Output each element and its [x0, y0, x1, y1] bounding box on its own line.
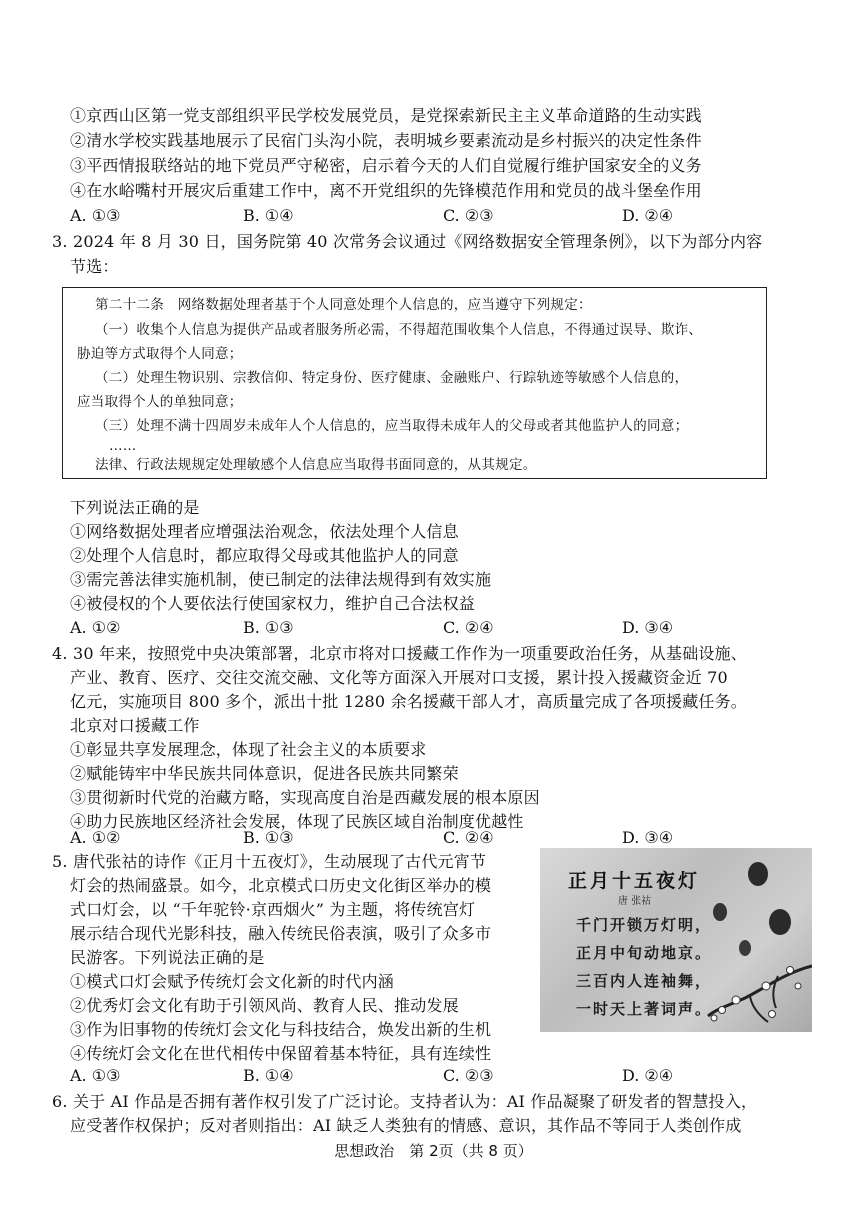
- poem-author: 唐 张祜: [618, 896, 652, 907]
- lantern-icon: [769, 909, 791, 935]
- q5-stem-line-2: 灯会的热闹盛景。如今，北京模式口历史文化街区举办的模: [70, 876, 492, 895]
- q5-stem-line-3: 式口灯会，以 “千年驼铃·京西烟火” 为主题，将传统宫灯: [70, 900, 476, 919]
- q3-box-line: 胁迫等方式取得个人同意；: [77, 346, 243, 362]
- q3-option-c: C. ②④: [443, 618, 494, 637]
- q4-stem-line-1: 4. 30 年来，按照党中央决策部署，北京市将对口援藏工作作为一项重要政治任务，从基础设施、: [52, 644, 747, 663]
- poem-line-4: 一时天上著词声。: [576, 1000, 713, 1018]
- q4-item-3: ③贯彻新时代党的治藏方略，实现高度自治是西藏发展的根本原因: [70, 788, 540, 807]
- lantern-icon: [713, 903, 727, 921]
- q3-box-line: （一）收集个人信息为提供产品或者服务所必需，不得超范围收集个人信息，不得通过误导、欺诈、: [95, 322, 703, 338]
- q3-box-line: （三）处理不满十四周岁未成年人个人信息的，应当取得未成年人的父母或者其他监护人的同意；: [95, 418, 689, 434]
- poem-line-2: 正月中旬动地京。: [576, 944, 713, 962]
- poem-line-1: 千门开锁万灯明，: [576, 916, 713, 934]
- q2-options: [70, 204, 790, 228]
- q3-box-ellipsis: ……: [109, 438, 137, 454]
- blossom-icon: [787, 967, 794, 974]
- q3-stem-line-1: 3. 2024 年 8 月 30 日，国务院第 40 次常务会议通过《网络数据安全管理条例》，以下为部分内容: [52, 232, 763, 251]
- q3-option-b: B. ①③: [243, 618, 294, 637]
- q2-item-2: ②清水学校实践基地展示了民宿门头沟小院，表明城乡要素流动是乡村振兴的决定性条件: [70, 131, 702, 150]
- page-footer: 思想政治 第 2页（共 8 页）: [334, 1142, 533, 1160]
- lantern-icon: [748, 862, 768, 886]
- poem-title: 正月十五夜灯: [568, 870, 701, 892]
- q4-option-c: C. ②④: [443, 828, 494, 847]
- q3-option-d: D. ③④: [622, 618, 674, 637]
- blossom-icon: [732, 996, 740, 1004]
- q5-option-b: B. ①④: [243, 1066, 294, 1085]
- blossom-icon: [762, 982, 770, 990]
- q4-options: [70, 826, 790, 850]
- q5-option-c: C. ②③: [443, 1066, 494, 1085]
- q2-item-3: ③平西情报联络站的地下党员严守秘密，启示着今天的人们自觉履行维护国家安全的义务: [70, 156, 702, 175]
- q3-item-2: ②处理个人信息时，都应取得父母或其他监护人的同意: [70, 546, 459, 565]
- q5-stem-line-1: 5. 唐代张祜的诗作《正月十五夜灯》，生动展现了古代元宵节: [52, 852, 487, 871]
- q5-item-2: ②优秀灯会文化有助于引领风尚、教育人民、推动发展: [70, 996, 459, 1015]
- q3-question: 下列说法正确的是: [70, 498, 200, 517]
- q5-item-4: ④传统灯会文化在世代相传中保留着基本特征，具有连续性: [70, 1044, 492, 1063]
- q5-option-d: D. ②④: [622, 1066, 674, 1085]
- q2-option-c: C. ②③: [443, 206, 494, 225]
- q3-box-line: 法律、行政法规规定处理敏感个人信息应当取得书面同意的，从其规定。: [95, 457, 537, 473]
- q2-option-d: D. ②④: [622, 206, 674, 225]
- q5-options: [70, 1064, 790, 1088]
- q4-option-b: B. ①③: [243, 828, 294, 847]
- q3-item-4: ④被侵权的个人要依法行使国家权力，维护自己合法权益: [70, 594, 476, 613]
- q5-option-a: A. ①③: [70, 1066, 121, 1085]
- q2-item-1: ①京西山区第一党支部组织平民学校发展党员，是党探索新民主主义革命道路的生动实践: [70, 106, 702, 125]
- q3-options: [70, 616, 790, 640]
- q6-stem-line-1: 6. 关于 AI 作品是否拥有著作权引发了广泛讨论。支持者认为：AI 作品凝聚了研发者的智慧投入，: [52, 1092, 758, 1111]
- q3-option-a: A. ①②: [70, 618, 121, 637]
- blossom-icon: [719, 1007, 726, 1014]
- q3-excerpt-box: [62, 287, 767, 479]
- q5-item-1: ①模式口灯会赋予传统灯会文化新的时代内涵: [70, 972, 395, 991]
- q2-item-4: ④在水峪嘴村开展灾后重建工作中，离不开党组织的先锋模范作用和党员的战斗堡垒作用: [70, 181, 702, 200]
- q4-stem-line-3: 亿元，实施项目 800 多个，派出十批 1280 余名援藏干部人才，高质量完成了各项援藏任务。: [70, 692, 748, 711]
- q4-item-4: ④助力民族地区经济社会发展，体现了民族区域自治制度优越性: [70, 812, 524, 831]
- poem-illustration: [540, 848, 812, 1032]
- q4-item-2: ②赋能铸牢中华民族共同体意识，促进各民族共同繁荣: [70, 764, 459, 783]
- q5-stem-line-5: 民游客。下列说法正确的是: [70, 948, 265, 967]
- q3-box-line: （二）处理生物识别、宗教信仰、特定身份、医疗健康、金融账户、行踪轨迹等敏感个人信息的，: [95, 370, 689, 386]
- q4-item-1: ①彰显共享发展理念，体现了社会主义的本质要求: [70, 740, 427, 759]
- q6-stem-line-2: 应受著作权保护；反对者则指出：AI 缺乏人类独有的情感、意识，其作品不等同于人类创作成: [70, 1116, 742, 1135]
- lantern-icon: [739, 940, 751, 956]
- q3-box-article-title: 第二十二条 网络数据处理者基于个人同意处理个人信息的，应当遵守下列规定：: [95, 297, 592, 313]
- q5-item-3: ③作为旧事物的传统灯会文化与科技结合，焕发出新的生机: [70, 1020, 492, 1039]
- q4-stem-line-4: 北京对口援藏工作: [70, 716, 200, 735]
- q5-stem-line-4: 展示结合现代光影科技，融入传统民俗表演，吸引了众多市: [70, 924, 492, 943]
- q4-option-d: D. ③④: [622, 828, 674, 847]
- q4-stem-line-2: 产业、教育、医疗、交往交流交融、文化等方面深入开展对口支援，累计投入援藏资金近 70: [70, 668, 728, 687]
- q3-stem-line-2: 节选：: [70, 257, 119, 276]
- q3-item-1: ①网络数据处理者应增强法治观念，依法处理个人信息: [70, 522, 459, 541]
- poem-line-3: 三百内人连袖舞，: [576, 972, 713, 990]
- q4-option-a: A. ①②: [70, 828, 121, 847]
- q2-option-a: A. ①③: [70, 206, 121, 225]
- blossom-icon: [795, 983, 801, 989]
- q3-item-3: ③需完善法律实施机制，使已制定的法律法规得到有效实施: [70, 570, 492, 589]
- q2-option-b: B. ①④: [243, 206, 294, 225]
- blossom-icon: [769, 1011, 776, 1018]
- q3-box-line: 应当取得个人的单独同意；: [77, 394, 243, 410]
